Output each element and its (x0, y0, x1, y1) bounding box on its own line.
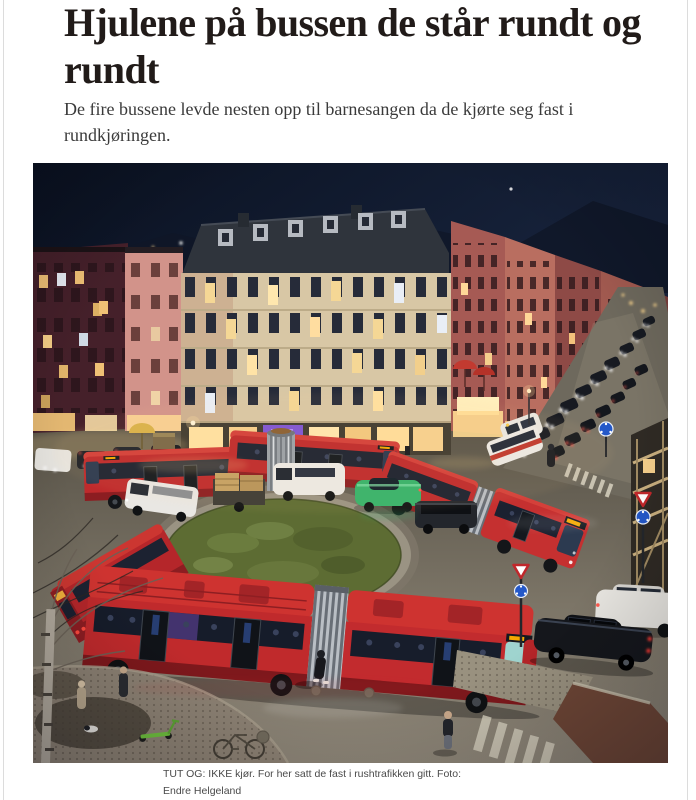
caption-credit: Endre Helgeland (163, 784, 242, 797)
photo-vignette (33, 163, 668, 763)
article-photo (33, 163, 668, 763)
caption-text: TUT OG: IKKE kjør. For her satt de fast i rushtrafikken gitt. Foto: (163, 768, 461, 780)
page-right-border (687, 0, 688, 800)
article-headline: Hjulene på bussen de står rundt og rundt (64, 0, 641, 92)
photo-caption (163, 766, 543, 800)
page-left-border (3, 0, 4, 800)
article-lead: De fire bussene levde nesten opp til barnesangen da de kjørte seg fast i rundkjøringen. (64, 99, 574, 145)
roundabout-night-photo-illustration (33, 163, 668, 763)
